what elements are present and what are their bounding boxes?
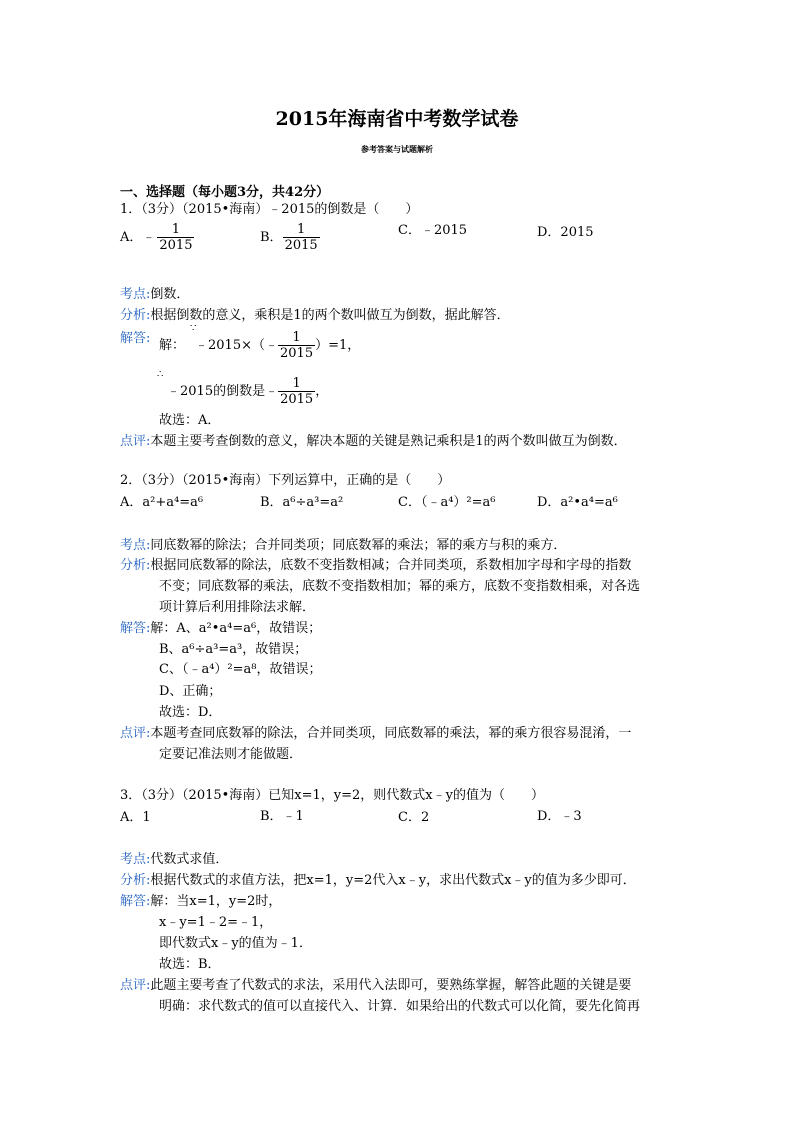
q2-fenxi-line3: 项计算后利用排除法求解． — [159, 600, 316, 615]
q3-option-a: A．1 — [120, 810, 151, 825]
q2-kaodian: 考点:同底数幂的除法；合并同类项；同底数幂的乘法；幂的乘方与积的乘方． — [120, 538, 567, 553]
q3-dianping: 点评:此题主要考查了代数式的求法，采用代入法即可，要熟练掌握，解答此题的关键是要 — [120, 978, 632, 993]
q2-fenxi-line2: 不变；同底数幂的乘法，底数不变指数相加；幂的乘方，底数不变指数相乘，对各选 — [159, 579, 641, 594]
q3-option-d: D．﹣3 — [537, 809, 582, 824]
q3-jieda: 解答:解：当x=1，y=2时， — [120, 894, 282, 909]
q1-jieda-line1: 解： ∵ ﹣2015×（﹣ $\frac{1}{2015}$ ）=1， — [159, 330, 360, 361]
q3-jieda-line4: 故选：B． — [159, 957, 221, 972]
q2-dianping-line2: 定要记准法则才能做题． — [159, 747, 303, 762]
q2-fenxi: 分析:根据同底数幂的除法，底数不变指数相减；合并同类项，系数相加字母和字母的指数 — [120, 558, 632, 573]
q2-jieda-line2: B、a⁶÷a³=a³，故错误； — [159, 642, 308, 657]
q1-fenxi: 分析:根据倒数的意义，乘积是1的两个数叫做互为倒数，据此解答． — [120, 308, 510, 323]
q2-jieda-line5: 故选：D． — [159, 705, 222, 720]
q2-jieda-line4: D、正确； — [159, 684, 222, 699]
q2-dianping: 点评:本题考查同底数幂的除法，合并同类项，同底数幂的乘法，幂的乘方很容易混淆，一 — [120, 726, 632, 741]
q3-jieda-line2: x﹣y=1﹣2=﹣1， — [159, 915, 273, 930]
q3-option-b: B．﹣1 — [260, 809, 304, 824]
q1-stem: 1．（3分）（2015•海南）﹣2015的倒数是（ ） — [120, 202, 419, 217]
q3-stem: 3．（3分）（2015•海南）已知x=1，y=2，则代数式x﹣y的值为（ ） — [120, 788, 544, 803]
q3-fenxi: 分析:根据代数式的求值方法，把x=1，y=2代入x﹣y，求出代数式x﹣y的值为多少即可． — [120, 873, 636, 888]
q1-option-a: A．﹣ $\frac{1}{2015}$ — [120, 222, 193, 253]
q3-option-c: C．2 — [398, 810, 430, 825]
q2-option-c: C．（﹣a⁴）²=a⁶ — [398, 495, 496, 510]
page-title: 2015年海南省中考数学试卷 — [275, 108, 519, 130]
page-subtitle: 参考答案与试题解析 — [361, 144, 433, 154]
q3-kaodian: 考点:代数式求值． — [120, 852, 229, 867]
q1-option-d: D．2015 — [537, 225, 594, 240]
q1-kaodian: 考点:倒数． — [120, 287, 190, 302]
q2-stem: 2．（3分）（2015•海南）下列运算中，正确的是（ ） — [120, 473, 451, 488]
q1-jieda-label: 解答: — [120, 331, 151, 346]
q1-jieda-line3: 故选：A． — [159, 413, 221, 428]
q3-dianping-line2: 明确：求代数式的值可以直接代入、计算．如果给出的代数式可以化简，要先化简再 — [159, 999, 641, 1014]
q3-jieda-line3: 即代数式x﹣y的值为﹣1． — [159, 936, 312, 951]
q1-jieda-line2: ∴ ﹣2015的倒数是﹣ $\frac{1}{2015}$ ， — [159, 376, 328, 407]
q2-jieda: 解答:解：A、a²•a⁴=a⁶，故错误； — [120, 621, 322, 636]
q2-option-a: A．a²+a⁴=a⁶ — [120, 495, 204, 510]
q1-dianping: 点评:本题主要考查倒数的意义，解决本题的关键是熟记乘积是1的两个数叫做互为倒数． — [120, 434, 627, 449]
section-title: 一、选择题（每小题3分，共42分） — [120, 185, 330, 200]
q1-option-b: B． $\frac{1}{2015}$ — [260, 222, 318, 253]
q2-jieda-line3: C、（﹣a⁴）²=a⁸，故错误； — [159, 662, 322, 677]
q1-option-c: C．﹣2015 — [398, 223, 468, 238]
q2-option-b: B．a⁶÷a³=a² — [260, 495, 344, 510]
because-symbol: ∵ — [190, 323, 197, 334]
q2-option-d: D．a²•a⁴=a⁶ — [537, 495, 618, 510]
therefore-symbol: ∴ — [157, 369, 164, 380]
